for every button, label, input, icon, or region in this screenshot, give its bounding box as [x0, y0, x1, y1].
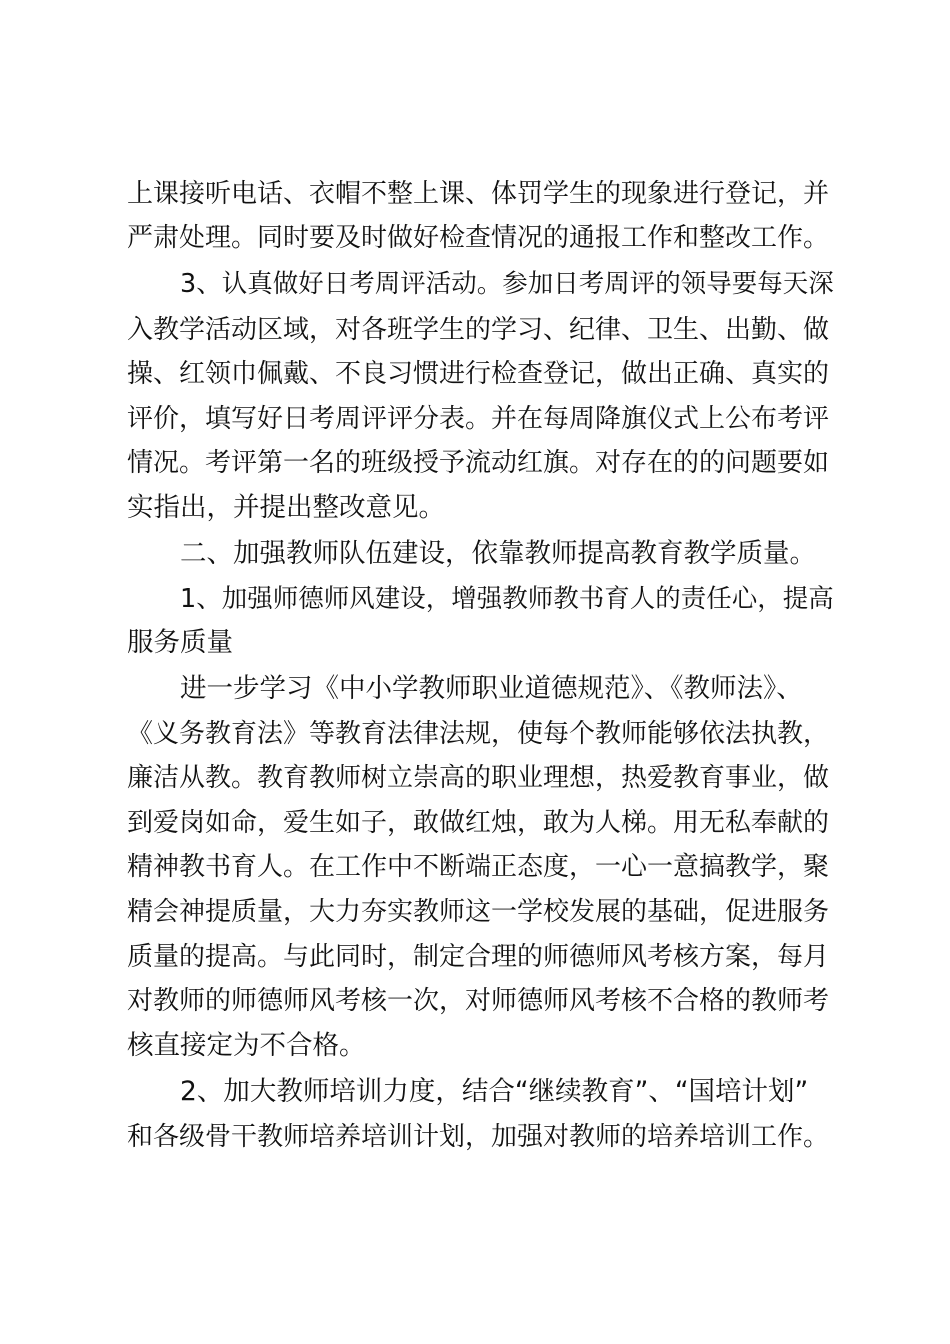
text-line: 精会神提质量，大力夯实教师这一学校发展的基础，促进服务 [127, 897, 830, 927]
paragraph-first-line: 1、加强师德师风建设，增强教师教书育人的责任心，提高 [180, 584, 834, 614]
text-line: 操、红领巾佩戴、不良习惯进行检查登记，做出正确、真实的 [127, 359, 830, 389]
text-line: 入教学活动区域，对各班学生的学习、纪律、卫生、出勤、做 [127, 315, 830, 345]
text-line: 实指出，并提出整改意见。 [127, 492, 445, 523]
paragraph-first-line: 2、加大教师培训力度，结合“继续教育”、“国培计划” [180, 1076, 809, 1107]
text-line: 质量的提高。与此同时，制定合理的师德师风考核方案，每月 [127, 942, 830, 972]
text-line: 到爱岗如命，爱生如子，敢做红烛，敢为人梯。用无私奉献的 [127, 808, 830, 838]
text-line: 对教师的师德师风考核一次，对师德师风考核不合格的教师考 [127, 986, 830, 1016]
text-line: 廉洁从教。教育教师树立崇高的职业理想，热爱教育事业，做 [127, 763, 830, 793]
text-line: 核直接定为不合格。 [127, 1030, 366, 1061]
text-line: 情况。考评第一名的班级授予流动红旗。对存在的的问题要如 [127, 448, 830, 478]
text-line: 《义务教育法》等教育法律法规，使每个教师能够依法执教， [127, 719, 830, 749]
paragraph-first-line: 3、认真做好日考周评活动。参加日考周评的领导要每天深 [180, 269, 834, 299]
text-line: 上课接听电话、衣帽不整上课、体罚学生的现象进行登记，并 [127, 179, 830, 209]
text-line: 精神教书育人。在工作中不断端正态度，一心一意搞教学，聚 [127, 852, 830, 882]
text-line: 严肃处理。同时要及时做好检查情况的通报工作和整改工作。 [127, 223, 830, 253]
section-heading: 二、加强教师队伍建设，依靠教师提高教育教学质量。 [180, 538, 816, 569]
text-line: 和各级骨干教师培养培训计划，加强对教师的培养培训工作。 [127, 1122, 830, 1152]
text-line: 服务质量 [127, 627, 233, 658]
text-line: 评价，填写好日考周评评分表。并在每周降旗仪式上公布考评 [127, 404, 830, 434]
paragraph-first-line: 进一步学习《中小学教师职业道德规范》、《教师法》、 [180, 673, 803, 704]
